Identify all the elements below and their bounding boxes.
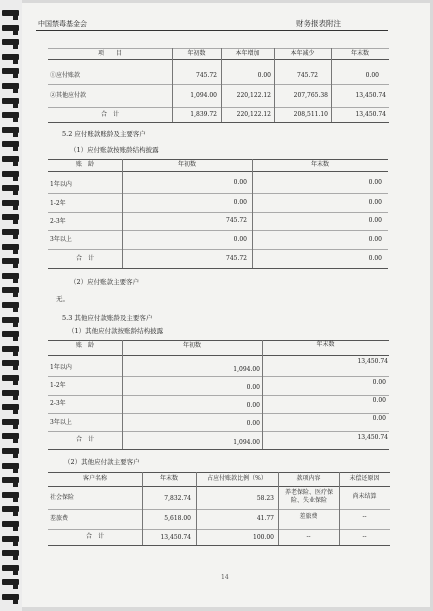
- binding-ring: [2, 594, 19, 600]
- t2-header-closing: 年末数: [310, 161, 329, 168]
- t4-cell: 41.77: [256, 515, 274, 522]
- header-rule: [36, 30, 388, 31]
- binding-ring: [2, 404, 19, 410]
- t1-cell: 1,839.72: [190, 111, 217, 118]
- t3-cell: 0.00: [246, 384, 260, 391]
- t1-cell: 13,450.74: [355, 111, 386, 118]
- header-section: 财务报表附注: [296, 19, 341, 28]
- binding-ring: [2, 579, 19, 585]
- binding-ring: [2, 127, 19, 133]
- page-number: 14: [221, 574, 229, 581]
- binding-ring: [2, 112, 19, 118]
- t3-cell: 1,094.00: [233, 439, 260, 446]
- t2-row-label: 3年以上: [50, 236, 72, 243]
- t1-cell: 745.72: [196, 72, 217, 79]
- binding-ring: [2, 214, 19, 220]
- spiral-binding: [0, 0, 22, 611]
- t1-cell: 1,094.00: [190, 92, 217, 99]
- t4-row-label: 社会保险: [50, 494, 75, 501]
- binding-ring: [2, 448, 19, 454]
- t2-cell: 0.00: [233, 199, 247, 206]
- binding-ring: [2, 375, 19, 381]
- t4-cell: --: [362, 533, 367, 540]
- t4-cell: 差旅费: [299, 513, 318, 520]
- t4-header-customer: 客户名称: [82, 475, 107, 482]
- t1-cell: 208,511.10: [293, 111, 328, 118]
- t2-header-aging: 账 龄: [75, 161, 94, 168]
- header-org: 中国禁毒基金会: [38, 20, 87, 28]
- t2-cell: 0.00: [368, 179, 382, 186]
- binding-ring: [2, 536, 19, 542]
- binding-ring: [2, 287, 19, 293]
- t2-cell: 0.00: [233, 179, 247, 186]
- t1-header-decrease: 本年减少: [290, 50, 315, 57]
- binding-ring: [2, 550, 19, 556]
- t1-cell: 0.00: [365, 72, 379, 79]
- t3-cell: 1,094.00: [233, 366, 260, 373]
- t1-cell: 0.00: [257, 72, 271, 79]
- t2-cell: 0.00: [368, 199, 382, 206]
- t2-row-label: 1-2年: [50, 200, 66, 207]
- section-5-2-1-title: （1）应付账款按账龄结构披露: [70, 146, 159, 154]
- section-5-3-title: 5.3 其他应付款账龄及主要客户: [62, 314, 153, 322]
- t4-header-closing: 年末数: [159, 475, 178, 482]
- t1-cell: 220,122.12: [236, 111, 271, 118]
- t1-row-label: ②其他应付款: [50, 92, 87, 99]
- binding-ring: [2, 360, 19, 366]
- t3-row-label: 1-2年: [50, 382, 66, 389]
- binding-ring: [2, 54, 19, 60]
- binding-ring: [2, 521, 19, 527]
- t2-row-label: 1年以内: [50, 181, 72, 188]
- t4-cell: 13,450.74: [160, 534, 191, 541]
- t1-cell: 220,122.12: [236, 92, 271, 99]
- t4-cell: 100.00: [253, 534, 274, 541]
- binding-ring: [2, 565, 19, 571]
- binding-ring: [2, 273, 19, 279]
- binding-ring: [2, 433, 19, 439]
- t4-row-label: 差旅费: [50, 515, 69, 522]
- binding-ring: [2, 244, 19, 250]
- binding-ring: [2, 141, 19, 147]
- t3-row-label: 3年以上: [50, 419, 72, 426]
- t3-header-aging: 账 龄: [75, 342, 94, 349]
- t2-cell: 0.00: [368, 217, 382, 224]
- t4-cell: --: [306, 533, 311, 540]
- binding-ring: [2, 98, 19, 104]
- binding-ring: [2, 68, 19, 74]
- t2-cell: 0.00: [368, 236, 382, 243]
- t3-cell: 13,450.74: [357, 434, 388, 441]
- t4-total-label: 合 计: [85, 533, 104, 540]
- t3-cell: 13,450.74: [357, 358, 388, 365]
- t2-cell: 0.00: [368, 255, 382, 262]
- binding-ring: [2, 156, 19, 162]
- t1-total-label: 合 计: [100, 111, 119, 118]
- binding-ring: [2, 506, 19, 512]
- t4-header-reason: 未偿还原因: [349, 475, 380, 482]
- binding-ring: [2, 302, 19, 308]
- t2-header-opening: 年初数: [177, 161, 196, 168]
- binding-ring: [2, 229, 19, 235]
- t4-cell: --: [362, 513, 367, 520]
- t2-cell: 745.72: [226, 217, 247, 224]
- t2-cell: 745.72: [226, 255, 247, 262]
- section-5-2-2-title: （2）应付账款主要客户: [70, 278, 140, 286]
- binding-ring: [2, 185, 19, 191]
- t3-cell: 0.00: [372, 379, 386, 386]
- t1-row-label: ①应付账款: [50, 72, 81, 79]
- t1-header-closing: 年末数: [350, 50, 369, 57]
- binding-ring: [2, 317, 19, 323]
- binding-ring: [2, 463, 19, 469]
- binding-ring: [2, 492, 19, 498]
- binding-ring: [2, 200, 19, 206]
- t4-cell: 养老保险、医疗保险、失业保险: [284, 489, 333, 504]
- binding-ring: [2, 10, 19, 16]
- t4-cell: 7,832.74: [164, 495, 191, 502]
- none-text: 无。: [56, 295, 69, 303]
- binding-ring: [2, 171, 19, 177]
- t3-cell: 0.00: [246, 420, 260, 427]
- binding-ring: [2, 25, 19, 31]
- binding-ring: [2, 39, 19, 45]
- t3-row-label: 2-3年: [50, 400, 66, 407]
- t4-cell: 5,618.00: [164, 515, 191, 522]
- t3-total-label: 合 计: [75, 436, 94, 443]
- binding-ring: [2, 477, 19, 483]
- binding-ring: [2, 346, 19, 352]
- binding-ring: [2, 419, 19, 425]
- binding-ring: [2, 331, 19, 337]
- t4-cell: 58.23: [256, 495, 274, 502]
- binding-ring: [2, 258, 19, 264]
- t3-cell: 0.00: [372, 397, 386, 404]
- t1-cell: 13,450.74: [355, 92, 386, 99]
- t3-cell: 0.00: [372, 415, 386, 422]
- t4-cell: 尚未结算: [352, 493, 377, 500]
- t3-row-label: 1年以内: [50, 364, 72, 371]
- t1-header-increase: 本年增加: [235, 50, 260, 57]
- t2-cell: 0.00: [233, 236, 247, 243]
- t4-header-content: 款项内容: [296, 475, 321, 482]
- t1-header-item: 项 目: [97, 50, 122, 57]
- t1-cell: 745.72: [297, 72, 318, 79]
- t1-header-opening: 年初数: [187, 50, 206, 57]
- t2-row-label: 2-3年: [50, 218, 66, 225]
- section-5-3-2-title: （2）其他应付款主要客户: [64, 458, 140, 466]
- section-5-3-1-title: （1）其他应付款按账龄结构披露: [68, 327, 164, 335]
- binding-ring: [2, 390, 19, 396]
- t3-header-opening: 年初数: [182, 342, 201, 349]
- binding-ring: [2, 83, 19, 89]
- t1-cell: 207,765.38: [293, 92, 328, 99]
- t3-cell: 0.00: [246, 402, 260, 409]
- t2-total-label: 合 计: [75, 255, 94, 262]
- t3-header-closing: 年末数: [316, 341, 335, 348]
- t4-header-ratio: 占应付账款比例（%）: [207, 475, 267, 482]
- section-5-2-title: 5.2 应付账款账龄及主要客户: [62, 130, 146, 138]
